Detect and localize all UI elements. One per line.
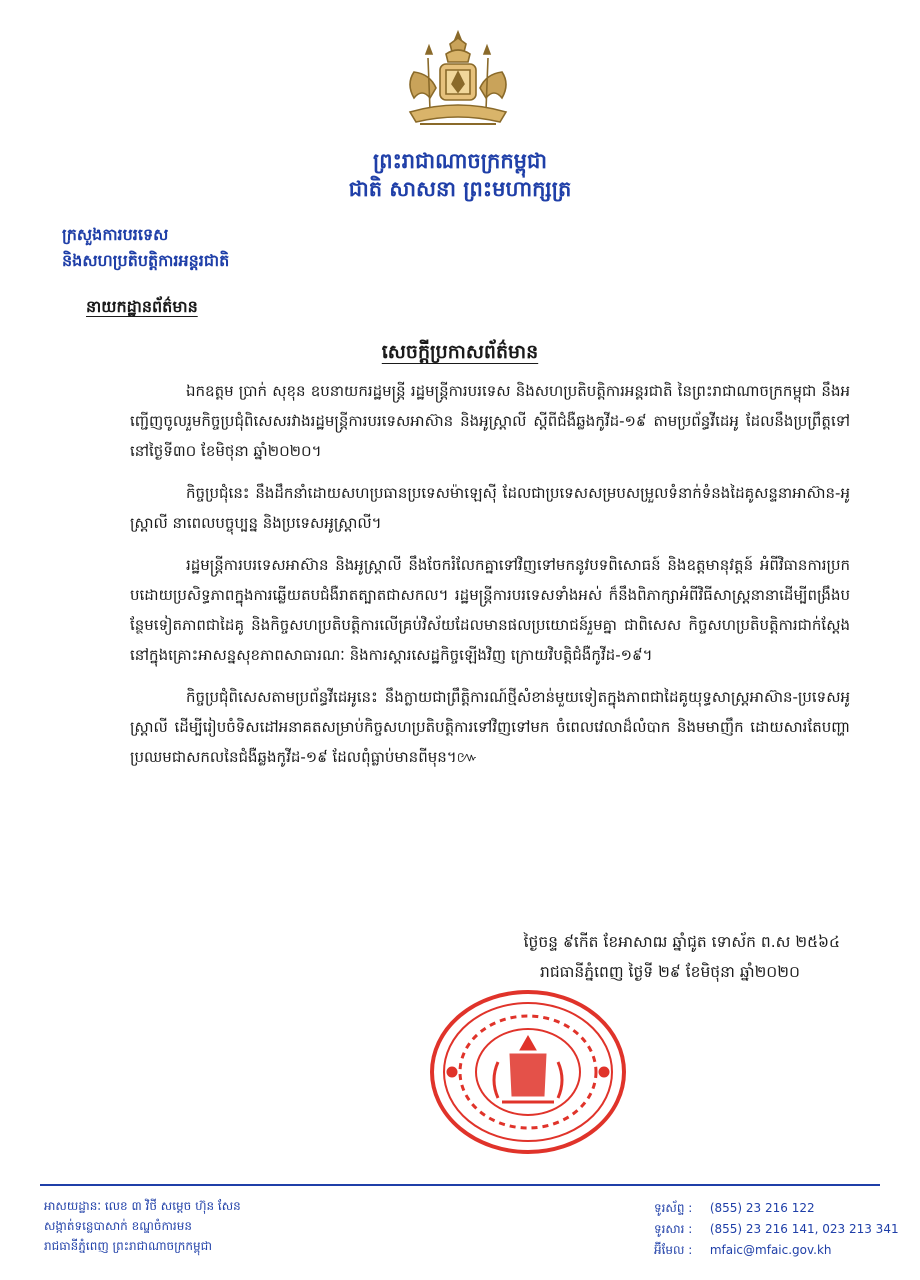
tel-value: (855) 23 216 122 bbox=[709, 1201, 815, 1215]
address-line-3: រាជធានីភ្នំពេញ ព្រះរាជាណាចក្រកម្ពុជា bbox=[44, 1239, 212, 1253]
paragraph-2: កិច្ចប្រជុំនេះ នឹងដឹកនាំដោយសហប្រធានប្រទេសម៉ាឡេស៊ី ដែលជាប្រទេសសម្របសម្រួលទំនាក់ទំនងដៃគូសន្ទនាអាស៊ាន-អូស្ត្រាលី នាពេលបច្ចុប្បន្ន និងប្រទេសអូស្ត្រាលី។ bbox=[130, 484, 850, 532]
solar-date: រាជធានីភ្នំពេញ ថ្ងៃទី ២៩ ខែមិថុនា ឆ្នាំ២០២០ bbox=[539, 963, 800, 981]
paragraph-1: ឯកឧត្តម ប្រាក់ សុខុន ឧបនាយករដ្ឋមន្ត្រី រដ្ឋមន្ត្រីការបរទេស និងសហប្រតិបត្តិការអន្តរជាតិ នៃព្រះរាជាណាចក្រកម្ពុជា នឹងអញ្ជើញចូលរួមកិច្ចប្រជុំពិសេសរវាងរដ្ឋមន្ត្រីការបរទេសអាស៊ាន និងអូស្ត្រាលី ស្តីពីជំងឺឆ្លងកូវីដ-១៩ តាមប្រព័ន្ធវីដេអូ ដែលនឹងប្រព្រឹត្តទៅនៅថ្ងៃទី៣០ ខែមិថុនា ឆ្នាំ២០២០។ bbox=[130, 382, 850, 460]
fax-value: (855) 23 216 141, 023 213 341 bbox=[709, 1222, 899, 1236]
footer-contacts bbox=[654, 1198, 899, 1261]
tel-label: ទូរស័ព្ទ : bbox=[654, 1201, 693, 1215]
royal-coat-of-arms-icon bbox=[400, 28, 516, 134]
kingdom-name: ព្រះរាជាណាចក្រកម្ពុជា bbox=[372, 149, 547, 173]
paragraph-3: រដ្ឋមន្ត្រីការបរទេសអាស៊ាន និងអូស្ត្រាលី នឹងចែករំលែកគ្នាទៅវិញទៅមកនូវបទពិសោធន៍ និងឧត្តមានុវត្តន៍ អំពីវិធានការប្រកបដោយប្រសិទ្ធភាពក្នុងការឆ្លើយតបជំងឺរាតត្បាតជាសកល។ រដ្ឋមន្ត្រីការបរទេសទាំងអស់ ក៏នឹងពិភាក្សាអំពីវិធីសាស្ត្រនានាដើម្បីពង្រឹងបន្ថែមទៀតភាពជាដៃគូ និងកិច្ចសហប្រតិបត្តិការលើគ្រប់វិស័យដែលមានផលប្រយោជន៍រួមគ្នា ជាពិសេស កិច្ចសហប្រតិបត្តិការជាក់ស្តែងនៅក្នុងគ្រោះអាសន្នសុខភាពសាធារណៈ និងការស្តារសេដ្ឋកិច្ចឡើងវិញ ក្រោយវិបត្តិជំងឺកូវីដ-១៩។ bbox=[130, 556, 850, 664]
document-title: សេចក្តីប្រកាសព័ត៌មាន bbox=[381, 341, 539, 363]
official-seal-icon bbox=[428, 988, 628, 1156]
paragraph-4: កិច្ចប្រជុំពិសេសតាមប្រព័ន្ធវីដេអូនេះ នឹងក្លាយជាព្រឹត្តិការណ៍ថ្មីសំខាន់មួយទៀតក្នុងភាពជាដៃគូយុទ្ធសាស្ត្រអាស៊ាន-ប្រទេសអូស្ត្រាលី ដើម្បីរៀបចំទិសដៅអនាគតសម្រាប់កិច្ចសហប្រតិបត្តិការទៅវិញទៅមក ចំពេលវេលាដ៏លំបាក និងមមាញឹក ដោយសារតែបញ្ហាប្រឈមជាសកលនៃជំងឺឆ្លងកូវីដ-១៩ ដែលពុំធ្លាប់មានពីមុន។៚ bbox=[130, 688, 850, 766]
fax-label: ទូរសារ : bbox=[654, 1222, 693, 1236]
document-body bbox=[130, 376, 850, 784]
address-line-2: សង្កាត់ទន្លេបាសាក់ ខណ្ឌចំការមន bbox=[44, 1219, 192, 1233]
ministry-name-line1: ក្រសួងការបរទេស bbox=[62, 225, 169, 244]
address-line-1: លេខ ៣ វិថី សម្តេច ហ៊ុន សែន bbox=[104, 1199, 241, 1213]
kingdom-motto: ជាតិ សាសនា ព្រះមហាក្សត្រ bbox=[348, 177, 572, 201]
ministry-name-line2: និងសហប្រតិបត្តិការអន្តរជាតិ bbox=[62, 251, 230, 270]
lunar-date: ថ្ងៃចន្ទ ៩កើត ខែអាសាឍ ឆ្នាំជូត ទោស័ក ព.ស ២៥៦៤ bbox=[523, 933, 840, 951]
department-name: នាយកដ្ឋានព័ត៌មាន bbox=[86, 297, 198, 316]
email-label: អ៊ីមែល : bbox=[654, 1243, 693, 1257]
email-link[interactable]: mfaic@mfaic.gov.kh bbox=[709, 1243, 832, 1257]
address-label: អាសយដ្ឋានៈ bbox=[44, 1199, 101, 1213]
footer-divider bbox=[40, 1184, 880, 1186]
footer-address bbox=[44, 1196, 241, 1256]
